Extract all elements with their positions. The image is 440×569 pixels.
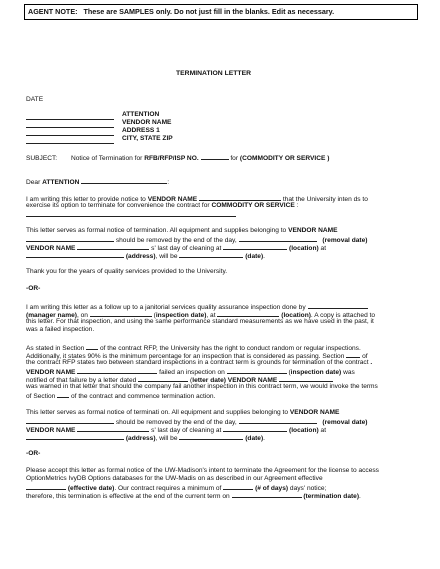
agent-note-label: AGENT NOTE: <box>28 7 78 16</box>
dear-colon: : <box>167 179 170 186</box>
agent-note <box>28 8 334 16</box>
p3-line2: (manager name), on (inspection date), at (location). A copy is attached to <box>26 312 376 319</box>
subject-line <box>26 153 329 163</box>
p6-line4 <box>26 491 361 501</box>
address-blank-1 <box>26 118 114 120</box>
p1-blank-2 <box>26 210 236 217</box>
dear-name: ATTENTION <box>42 179 80 186</box>
p3-manager: (manager name) <box>26 312 77 319</box>
p2-blank-3 <box>77 243 149 250</box>
p3-text-a: I am writing this letter as a follow up to a janitorial services quality assurance inspection done by <box>26 304 306 311</box>
p5-line4 <box>26 433 265 443</box>
p6-text-c: . Our contract requires a minimum of <box>114 485 222 492</box>
subject-for: for <box>230 155 239 162</box>
p4-blank-4 <box>227 367 287 374</box>
p3-line4: was a failed inspection. <box>26 326 95 333</box>
p5-address: (address) <box>125 435 156 442</box>
p4-text-a: As stated in Section <box>26 345 85 352</box>
salutation <box>26 177 169 187</box>
p5-will: , will be <box>155 435 178 442</box>
p4-text-d: the contract RFP states two between standard inspections in a contract term is grounds for termination of the contract <box>26 359 369 366</box>
p3-location: (location) <box>281 312 311 319</box>
p5-blank-3 <box>77 425 149 432</box>
p1-text-b: that the University inten ds to <box>282 196 368 203</box>
p5-text-c: s' last day of cleaning at <box>151 427 222 434</box>
address-blank-3 <box>26 134 114 136</box>
p1-blank-1 <box>199 194 281 201</box>
p4-blank-5 <box>138 375 188 382</box>
subject-label: SUBJECT: <box>26 155 58 162</box>
p5-location: (location) <box>289 427 319 434</box>
p4-line5: notified of that failure by a letter dated (letter date) VENDOR NAME <box>26 375 333 385</box>
address-vendor-name: VENDOR NAME <box>122 119 172 126</box>
subject-commodity: (COMMODITY OR SERVICE ) <box>239 155 330 162</box>
p4-vendor-1: VENDOR NAME <box>26 369 76 376</box>
p2-will: , will be <box>155 253 178 260</box>
p4-blank-6 <box>279 375 333 382</box>
p1-vendor: VENDOR NAME <box>147 196 198 203</box>
p2-text-a: This letter serves as formal notice of termination. All equipment and supplies belonging to <box>26 227 287 234</box>
p2-at: at <box>320 245 327 252</box>
p3-on: , on <box>76 312 88 319</box>
or-separator-1: -OR- <box>26 285 41 292</box>
p1-text-c: exercise its option to terminate for convenience the contract for <box>26 202 210 209</box>
p6-days: (# of days) <box>255 485 289 492</box>
p2-dot: . <box>263 253 266 260</box>
p4-blank-3 <box>77 367 157 374</box>
agent-note-text: These are SAMPLES only. Do not just fill in the blanks. Edit as necessary. <box>83 7 335 16</box>
p2-text-b: should be removed by the end of the day, <box>115 237 237 244</box>
p4-blank-1 <box>86 343 98 350</box>
p2-blank-4 <box>223 243 287 250</box>
p2-vendor2: VENDOR NAME <box>26 245 76 252</box>
p6-text-d: days' notice; <box>289 485 327 492</box>
p2-blank-6 <box>179 251 243 258</box>
p5-blank-1 <box>26 417 114 424</box>
p5-line1 <box>26 409 339 417</box>
p2-vendor: VENDOR NAME <box>288 227 338 234</box>
p5-text-a: This letter serves as formal notice of terminati on. All equipment and supplies belonging to <box>26 409 289 416</box>
p5-blank-6 <box>179 433 243 440</box>
p5-removal: (removal date) <box>322 419 368 426</box>
p4-text-b: of the contract RFP, the University has the right to conduct random or regular inspections. <box>99 345 361 352</box>
p4-text-h2: of the contract and commence termination action. <box>71 393 216 400</box>
p3-copy: . A copy is attached to <box>310 312 376 319</box>
p4-text-f: notified of that failure by a letter dated <box>26 377 137 384</box>
p1-line3 <box>26 210 236 220</box>
p6-blank-2 <box>223 483 253 490</box>
p5-text-b: should be removed by the end of the day, <box>115 419 237 426</box>
p2-line4 <box>26 251 265 261</box>
agent-note-box <box>24 4 418 20</box>
p5-dot: . <box>263 435 266 442</box>
address-line-1: ADDRESS 1 <box>122 127 160 134</box>
p4-vendor-2: VENDOR NAME <box>227 377 278 384</box>
p1-text-a: I am writing this letter to provide notice to <box>26 196 146 203</box>
p1-line2 <box>26 202 298 210</box>
p2-date: (date) <box>245 253 264 260</box>
p3-blank-2 <box>90 310 152 317</box>
address-blank-2 <box>26 126 114 128</box>
p4-line4: VENDOR NAME failed an inspection on (inspection date) was <box>26 369 355 376</box>
or-separator-2: -OR- <box>26 450 41 457</box>
p5-blank-4 <box>223 425 287 432</box>
p3-blank-1 <box>308 302 368 309</box>
p3-blank-3 <box>217 310 279 317</box>
p6-line1: Please accept this letter as formal notice of the UW-Madison's intent to terminate the Agreement for the license to access <box>26 467 379 474</box>
p6-effective: (effective date) <box>67 485 115 492</box>
thanks-line: Thank you for the years of quality services provided to the University. <box>26 268 228 275</box>
p2-address: (address) <box>125 253 156 260</box>
p2-text-c: s' last day of cleaning at <box>151 245 222 252</box>
dear-blank <box>81 177 170 186</box>
p6-blank-3 <box>232 491 302 498</box>
p4-line3: the contract RFP states two between standard inspections in a contract term is grounds for termination of the contract . <box>26 359 373 366</box>
p3-line3: this letter. For that inspection, and using the same performance standard measurements as we have used in the past, it <box>26 318 374 325</box>
p4-blank-2 <box>346 351 360 358</box>
subject-ref: RFB/RFP/ISP NO. <box>144 155 199 162</box>
p2-line1 <box>26 227 338 235</box>
p5-vendor2: VENDOR NAME <box>26 427 76 434</box>
p1-colon: : <box>296 202 299 209</box>
p5-at: at <box>320 427 327 434</box>
p6-dot: . <box>359 493 361 500</box>
p4-inspection: inspection date) <box>290 369 342 376</box>
p4-text-e: failed an inspection on <box>159 369 225 376</box>
p5-blank-2 <box>239 417 317 424</box>
address-blank-4 <box>26 142 114 144</box>
address-attention: ATTENTION <box>122 111 160 118</box>
p2-blank-2 <box>239 235 317 242</box>
p4-letter: letter date) <box>192 377 226 384</box>
p4-text-h: of Section <box>26 393 56 400</box>
date-label: DATE <box>26 96 44 103</box>
p4-text-c: Additionally, it states 90% is the minimum percentage for an inspection that is considered as passing. Section <box>26 353 345 360</box>
p5-date: (date) <box>245 435 264 442</box>
subject-blank <box>201 153 229 160</box>
p2-blank-1 <box>26 235 114 242</box>
p5-vendor: VENDOR NAME <box>289 409 340 416</box>
p4-line7 <box>26 391 215 401</box>
p5-blank-5 <box>26 433 124 440</box>
address-city-state-zip: CITY, STATE ZIP <box>122 135 173 142</box>
p3-at: , at <box>206 312 216 319</box>
p2-removal: (removal date) <box>322 237 368 244</box>
p4-blank-7 <box>57 391 69 398</box>
p6-blank-1 <box>26 483 66 490</box>
p1-commodity: COMMODITY OR SERVICE <box>211 202 295 209</box>
p3-inspection: inspection date) <box>155 312 207 319</box>
p6-line2: OptionMetrics IvyDB Options databases for the UW-Madis on as described in our Agreement effective <box>26 475 323 482</box>
letter-title: TERMINATION LETTER <box>176 70 252 77</box>
p4-of: of <box>362 353 368 360</box>
p6-termination: (termination date) <box>303 493 360 500</box>
p6-text-e: therefore, this termination is effective at the end of the current term on <box>26 493 230 500</box>
p4-was: was <box>343 369 355 376</box>
subject-text: Notice of Termination for <box>71 155 143 162</box>
p4-line6: was warned in that letter that should the company fail another inspection in this contract term, we would invoke the terms <box>26 383 378 390</box>
p2-blank-5 <box>26 251 124 258</box>
p2-location: (location) <box>289 245 319 252</box>
dear-prefix: Dear <box>26 179 41 186</box>
